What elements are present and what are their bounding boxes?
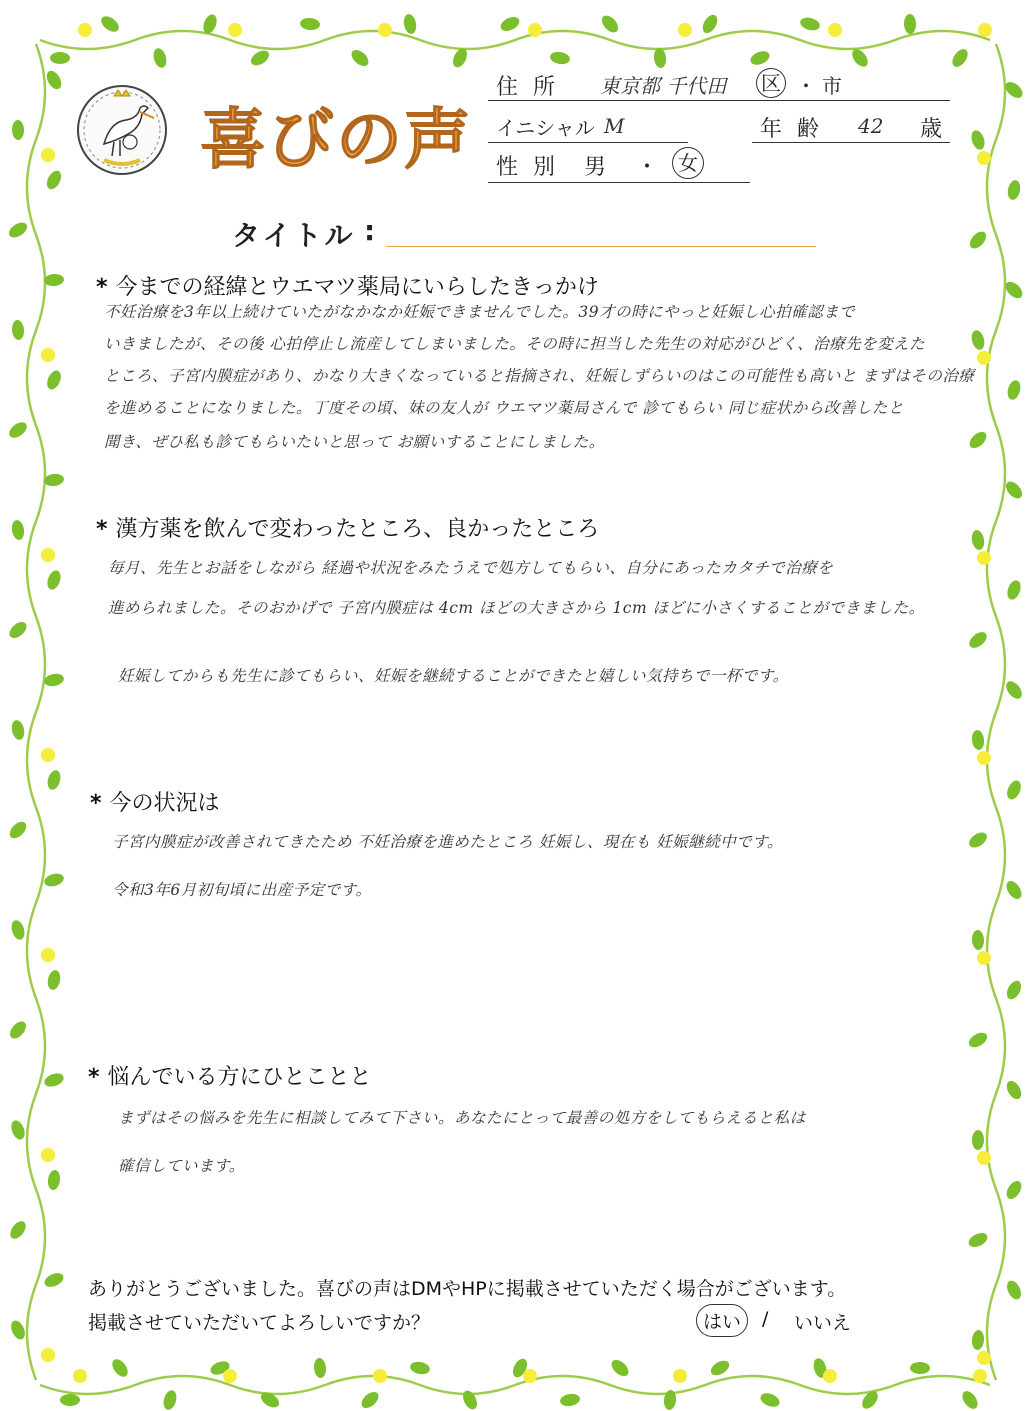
leaf-decoration — [708, 1358, 731, 1379]
leaf-decoration — [910, 1362, 930, 1374]
message-line-2: 確信しています。 — [118, 1157, 245, 1175]
leaf-decoration — [1005, 579, 1023, 602]
leaf-decoration — [161, 1389, 178, 1411]
berry-decoration — [228, 23, 242, 37]
leaf-decoration — [42, 1270, 65, 1289]
address-label: 住 所 — [496, 75, 559, 100]
initial-value: M — [604, 114, 625, 138]
leaf-decoration — [904, 14, 916, 34]
history-line-5: 聞き、ぜひ私も診てもらいたいと思って お願いすることにしました。 — [104, 433, 605, 451]
berry-decoration — [41, 1148, 55, 1162]
leaf-decoration — [44, 368, 63, 391]
leaf-decoration — [971, 729, 985, 750]
leaf-decoration — [6, 419, 29, 441]
section-title: 漢方薬を飲んで変わったところ、良かったところ — [115, 517, 600, 542]
leaf-decoration — [967, 429, 990, 451]
leaf-decoration — [60, 1394, 80, 1406]
leaf-decoration — [109, 1356, 131, 1379]
leaf-decoration — [46, 969, 62, 991]
consent-text-line-2: 掲載させていただいてよろしいですか？ — [88, 1312, 431, 1334]
leaf-decoration — [44, 273, 65, 286]
leaf-decoration — [967, 229, 989, 252]
message-line-1: まずはその悩みを先生に相談してみて下さい。あなたにとって最善の処方をしてもらえると私は — [118, 1109, 806, 1127]
berry-decoration — [977, 1351, 991, 1365]
leaf-decoration — [359, 1389, 382, 1411]
leaf-decoration — [972, 1130, 984, 1150]
section-title: 今の状況は — [109, 791, 220, 816]
leaf-decoration — [1004, 1278, 1024, 1301]
leaf-decoration — [7, 1218, 29, 1241]
leaf-decoration — [1004, 1078, 1024, 1101]
berry-decoration — [41, 548, 55, 562]
gender-underline — [488, 182, 750, 183]
leaf-decoration — [966, 1230, 989, 1250]
berry-decoration — [223, 1369, 237, 1383]
leaf-decoration — [559, 1392, 581, 1407]
leaf-decoration — [1003, 878, 1024, 901]
berry-decoration — [523, 1369, 537, 1383]
leaf-decoration — [45, 769, 62, 792]
leaf-decoration — [409, 1360, 431, 1376]
leaf-decoration — [8, 1318, 27, 1341]
leaf-decoration — [43, 672, 65, 688]
section-message-heading — [88, 1060, 372, 1091]
stork-emblem-icon — [74, 82, 170, 178]
leaf-decoration — [1004, 1178, 1025, 1201]
leaf-decoration — [47, 1169, 62, 1190]
leaf-decoration — [9, 1119, 27, 1142]
city-option: 市 — [822, 74, 842, 98]
leaf-decoration — [6, 220, 29, 241]
berry-decoration — [977, 951, 991, 965]
history-line-2: いきましたが、その後 心拍停止し流産してしまいました。その時に担当した先生の対応がひどく、治療先を変えた — [104, 335, 926, 353]
berry-decoration — [41, 348, 55, 362]
berry-decoration — [673, 1369, 687, 1383]
leaf-decoration — [50, 52, 70, 64]
consent-slash: / — [762, 1308, 769, 1330]
initial-label: イニシャル — [496, 116, 595, 140]
address-separator: ・ — [796, 74, 816, 98]
leaf-decoration — [971, 1330, 985, 1351]
leaf-decoration — [1004, 978, 1024, 1001]
berry-decoration — [973, 1369, 987, 1383]
history-line-1: 不妊治療を3年以上続けていたがなかなか妊娠できませんでした。39才の時にやっと妊娠し心拍確認まで — [104, 303, 856, 321]
consent-yes-circle-mark: はい — [696, 1304, 748, 1337]
section-history-heading — [96, 270, 599, 301]
leaf-decoration — [248, 48, 271, 69]
leaf-decoration — [498, 14, 521, 34]
berry-decoration — [977, 1151, 991, 1165]
leaf-decoration — [1004, 778, 1023, 801]
leaf-decoration — [11, 519, 26, 541]
berry-decoration — [41, 748, 55, 762]
effects-line-2: 進められました。そのおかげで 子宮内膜症は 4cm ほどの大きさから 1cm ほどに小さくすることができました。 — [108, 599, 925, 617]
section-star: * — [96, 275, 108, 300]
initial-underline — [488, 142, 688, 143]
leaf-decoration — [758, 1391, 781, 1410]
leaf-decoration — [959, 1388, 980, 1411]
leaf-decoration — [7, 819, 30, 842]
berry-decoration — [41, 148, 55, 162]
title-field-line — [386, 246, 816, 247]
leaf-decoration — [1006, 179, 1022, 201]
berry-decoration — [828, 23, 842, 37]
address-underline — [488, 100, 950, 101]
leaf-decoration — [970, 329, 987, 351]
leaf-decoration — [549, 50, 571, 65]
leaf-decoration — [1003, 678, 1025, 701]
berry-decoration — [977, 351, 991, 365]
gender-female-circle-mark: 女 — [672, 147, 704, 179]
effects-line-3: 妊娠してからも先生に診てもらい、妊娠を継続することができたと嬉しい気持ちで一杯です。 — [118, 667, 789, 685]
age-unit: 歳 — [920, 117, 947, 142]
vine-stem — [27, 44, 45, 1380]
leaf-decoration — [7, 619, 30, 641]
history-line-3: ところ、子宮内膜症があり、かなり大きくなっていると指摘され、妊娠しずらいのはこの可能性も高いと まずはその治療 — [104, 367, 975, 385]
ward-circle-mark: 区 — [756, 68, 786, 98]
berry-decoration — [678, 23, 692, 37]
leaf-decoration — [98, 13, 121, 35]
age-label: 年 齢 — [760, 117, 823, 142]
ward-option — [756, 68, 786, 98]
leaf-decoration — [43, 1071, 66, 1089]
leaf-decoration — [300, 17, 321, 31]
berry-decoration — [373, 1369, 387, 1383]
berry-decoration — [977, 751, 991, 765]
section-star: * — [88, 1065, 100, 1090]
address-value: 東京都 千代田 — [600, 74, 727, 98]
section-effects-heading — [96, 512, 599, 543]
gender-male: 男 — [584, 155, 607, 180]
leaf-decoration — [43, 871, 66, 888]
title-field-label: タイトル — [232, 219, 356, 252]
leaf-decoration — [966, 829, 989, 850]
leaf-decoration — [1003, 479, 1025, 502]
vine-stem — [40, 31, 990, 49]
leaf-decoration — [971, 930, 984, 951]
berry-decoration — [41, 948, 55, 962]
history-line-4: を進めることになりました。丁度その頃、妹の友人が ウエマツ薬局さんで 診てもらい 同じ症状から改善したと — [104, 399, 904, 417]
status-line-1: 子宮内膜症が改善されてきたため 不妊治療を進めたところ 妊娠し、現在も 妊娠継続中です。 — [112, 833, 784, 851]
leaf-decoration — [969, 129, 987, 152]
leaf-decoration — [313, 1358, 327, 1379]
leaf-decoration — [460, 1388, 480, 1411]
leaf-decoration — [349, 47, 372, 69]
leaf-decoration — [966, 1030, 989, 1051]
section-title: 悩んでいる方にひとことと — [107, 1065, 372, 1090]
effects-line-1: 毎月、先生とお話をしながら 経過や状況をみたうえで処方してもらい、自分にあったカタチで治療を — [108, 559, 834, 577]
section-star: * — [90, 791, 102, 816]
berry-decoration — [378, 23, 392, 37]
consent-text-line-1: ありがとうございました。喜びの声はDMやHPに掲載させていただく場合がございます。 — [88, 1278, 847, 1300]
leaf-decoration — [653, 47, 667, 68]
leaf-decoration — [970, 529, 986, 551]
leaf-decoration — [949, 46, 970, 69]
leaf-decoration — [44, 68, 64, 91]
leaf-decoration — [11, 320, 25, 341]
leaf-decoration — [43, 473, 64, 488]
leaf-decoration — [1005, 379, 1022, 402]
berry-decoration — [528, 23, 542, 37]
title-field-colon: : — [364, 214, 376, 247]
leaf-decoration — [7, 1019, 29, 1042]
berry-decoration — [41, 1348, 55, 1362]
leaf-decoration — [151, 47, 168, 70]
berry-decoration — [978, 23, 992, 37]
section-status-heading — [90, 786, 220, 817]
berry-decoration — [78, 23, 92, 37]
page-title: 喜びの声 — [200, 101, 472, 178]
leaf-decoration — [748, 49, 771, 68]
gender-female-option — [672, 147, 704, 179]
status-line-2: 令和3年6月初旬頃に出産予定です。 — [112, 881, 372, 899]
age-value: 42 — [858, 114, 884, 138]
berry-decoration — [977, 151, 991, 165]
leaf-decoration — [966, 629, 989, 651]
leaf-decoration — [10, 719, 26, 741]
leaf-decoration — [599, 13, 621, 36]
leaf-decoration — [799, 16, 821, 33]
vine-stem — [987, 44, 1005, 1380]
vine-stem — [40, 1376, 990, 1394]
section-title: 今までの経緯とウエマツ薬局にいらしたきっかけ — [115, 275, 599, 300]
leaf-decoration — [9, 919, 26, 942]
leaf-decoration — [45, 569, 63, 592]
berry-decoration — [823, 1369, 837, 1383]
leaf-decoration — [12, 120, 24, 140]
leaf-decoration — [44, 168, 64, 191]
consent-no-option: いいえ — [794, 1312, 852, 1334]
gender-label: 性 別 — [496, 155, 559, 180]
age-underline — [752, 142, 950, 143]
gender-separator: ・ — [636, 155, 659, 180]
leaf-decoration — [402, 13, 418, 35]
section-star: * — [96, 517, 108, 542]
leaf-decoration — [609, 1357, 632, 1379]
berry-decoration — [73, 1369, 87, 1383]
berry-decoration — [977, 551, 991, 565]
consent-yes-option — [696, 1304, 748, 1337]
leaf-decoration — [700, 12, 721, 35]
